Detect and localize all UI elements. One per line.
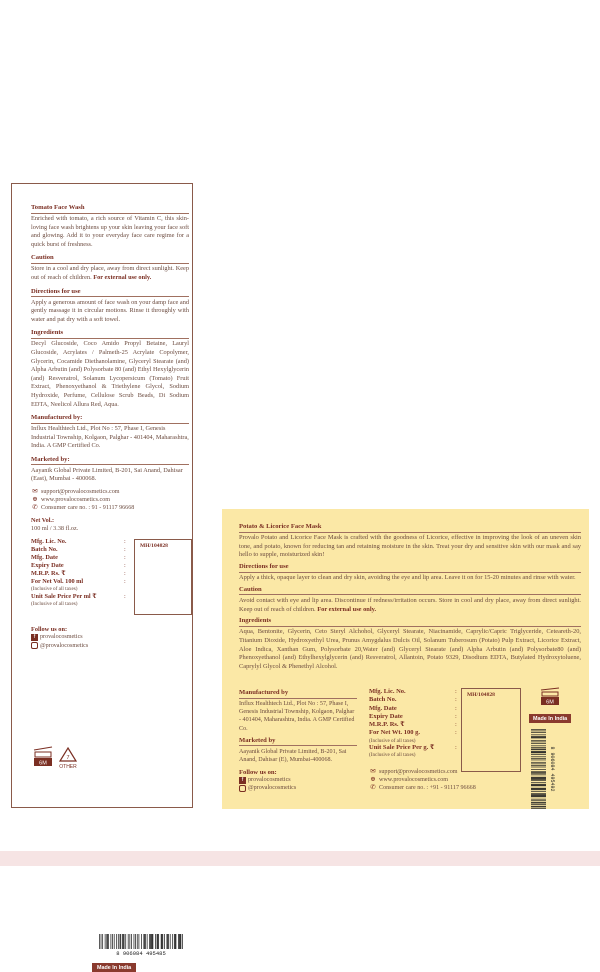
recycle-label: OTHER [59, 764, 77, 770]
instagram-row: @provalocosmetics [239, 784, 357, 792]
barcode-bar [147, 934, 148, 949]
manufacturer-block [239, 689, 357, 793]
divider [31, 296, 189, 297]
caution-text: Store in a cool and dry place, away from direct sunlight. Keep out of reach of children. For external use only. [31, 265, 189, 281]
caution-text: Avoid contact with eye and lip area. Discontinue if redness/irritation occurs. Store in cool and dry place, away from direct sunlight. Keep out of reach of children. For external use only. [239, 596, 581, 613]
barcode-bar [151, 934, 152, 949]
license-block [369, 688, 519, 774]
pao-code: 6M [39, 760, 47, 767]
contact-list [31, 488, 189, 513]
manufactured-heading: Manufactured by [239, 689, 289, 696]
made-in-india-badge: Made In India [529, 714, 571, 723]
barcode-bar [108, 934, 109, 949]
net-volume: Net Vol.: 100 ml / 3.38 fl.oz. [31, 516, 79, 533]
barcode-bar [111, 934, 112, 949]
barcode-bar [114, 934, 115, 949]
barcode-bar [531, 788, 546, 789]
marketer-address: Aayanik Global Private Limited, B-201, Sai Anand, Dahisar (E), Mumbai-400068. [239, 748, 347, 764]
divider [239, 532, 581, 533]
barcode-bar [531, 789, 546, 790]
barcode-bar [531, 774, 546, 775]
license-field-label: Expiry Date [369, 712, 403, 720]
facebook-row: f provalocosmetics [31, 633, 189, 641]
barcode-bar [531, 731, 546, 732]
barcode-bar [531, 745, 546, 746]
barcode-bar [157, 934, 158, 949]
license-field-label: Batch No. [31, 546, 58, 554]
license-field-row: Mfg. Date : [31, 554, 126, 562]
divider [239, 626, 581, 627]
license-field-row: Expiry Date : [31, 562, 126, 570]
barcode-bar [179, 934, 180, 949]
marketer-address: Aayanik Global Private Limited, B-201, Sai Anand, Dahisar (East), Mumbai - 400068. [31, 466, 183, 483]
barcode-bar [170, 934, 171, 949]
barcode-bar [178, 934, 179, 949]
license-field-label: Expiry Date [31, 562, 64, 570]
tomato-face-wash-label [11, 183, 193, 971]
barcode-bar [531, 778, 546, 779]
directions-text: Apply a generous amount of face wash on your damp face and gently massage it in circular motions. Rinse it throughly with water and pat dry with a soft towel. [31, 298, 189, 323]
barcode-bar [161, 934, 162, 949]
barcode-bar [129, 934, 130, 949]
barcode-bar [531, 784, 546, 785]
barcode-bar [531, 754, 546, 755]
license-field-row: Mfg. Lic. No. : [31, 538, 126, 546]
follow-heading: Follow us on: [239, 769, 277, 777]
barcode-bar [182, 934, 183, 949]
barcode-bar [145, 934, 146, 949]
left-label-content [31, 204, 189, 650]
barcode-bar [164, 934, 165, 949]
barcode-bar [105, 934, 106, 949]
license-number: MH/104828 [140, 543, 168, 550]
facebook-row: f provalocosmetics [239, 776, 357, 784]
barcode-bar [531, 806, 546, 807]
barcode-bar [144, 934, 145, 949]
barcode-digits: 8 906084 495492 [549, 746, 555, 792]
globe-icon: ⊕ [32, 496, 38, 504]
barcode-bar [531, 740, 546, 741]
product-description: Enriched with tomato, a rich source of Vitamin C, this skin-loving face wash brightens up your skin leaving your face soft and glowing. Add it to your everyday face care regime for a quick burst of freshness. [31, 215, 189, 248]
barcode-bar [531, 780, 546, 781]
barcode-bar [531, 799, 546, 800]
barcode-bar [531, 791, 546, 792]
divider [239, 572, 581, 573]
barcode-bar [157, 934, 158, 949]
barcode-bar [150, 934, 151, 949]
license-field-row: Unit Sale Price Per g. ₹ : [369, 744, 457, 752]
barcode-bar [116, 934, 117, 949]
barcode-bar [134, 934, 135, 949]
product-title: Tomato Face Wash [31, 204, 85, 211]
barcode-bar [175, 934, 176, 949]
facebook-icon: f [31, 634, 38, 641]
barcode-bar [149, 934, 150, 949]
barcode-bar [102, 934, 103, 949]
license-box [134, 539, 192, 615]
barcode-bar [531, 737, 546, 738]
license-field-label: Mfg. Date [369, 704, 397, 712]
barcode-bar [101, 934, 102, 949]
license-field-label: Unit Sale Price Per g. ₹ [369, 744, 435, 752]
barcode-bar [531, 793, 546, 794]
email-icon: ✉ [32, 488, 38, 496]
phone-icon: ✆ [32, 504, 38, 512]
barcode-bar [107, 934, 108, 949]
pao-jar-icon [34, 747, 52, 767]
barcode-bar [174, 934, 175, 949]
barcode-bar [118, 934, 119, 949]
barcode-bar [531, 756, 546, 757]
barcode-bar [531, 742, 546, 743]
barcode-bar [125, 934, 126, 949]
contact-list [369, 768, 519, 793]
right-label-content [239, 523, 581, 672]
barcode-bar [531, 794, 546, 795]
barcode-bar [152, 934, 153, 949]
manufacturer-address: Influx Healthtech Ltd., Plot No : 57, Phase I, Genesis Industrial Township, Kolgaon, Palghar - 401404, Maharashtra, India. A GMP Certified Co. [239, 701, 355, 732]
barcode-bar [172, 934, 173, 949]
potato-licorice-mask-label [222, 509, 589, 809]
barcode-bar [143, 934, 144, 949]
license-field-row: For Net Wt. 100 g. : [369, 729, 457, 737]
barcode-bar [99, 934, 100, 949]
barcode-digits: 8 906084 495485 [116, 950, 166, 957]
barcode-bar [531, 738, 546, 739]
barcode-bar [167, 934, 168, 949]
marketed-heading: Marketed by: [31, 455, 70, 463]
instagram-icon [239, 785, 246, 792]
barcode-bar [531, 796, 546, 797]
license-field-label: Batch No. [369, 696, 397, 704]
directions-heading: Directions for use [239, 563, 289, 571]
barcode-bar [531, 785, 546, 786]
barcode-bar [531, 808, 546, 809]
license-field-row: Mfg. Lic. No. : [369, 688, 457, 695]
barcode-bar [112, 934, 113, 949]
barcode-bar [531, 736, 546, 737]
barcode-bar [124, 934, 125, 949]
email-row: ✉ support@provalocosmetics.com [32, 488, 120, 496]
website-row: ⊕ www.provalocosmetics.com [370, 776, 448, 784]
license-field-row: For Net Vol. 100 ml : [31, 578, 126, 586]
barcode-bar [158, 934, 159, 949]
barcode-bar [531, 767, 546, 768]
license-field-row: Mfg. Date : [369, 704, 457, 712]
bottom-strip [0, 851, 600, 866]
tax-note: (Inclusive of all taxes) [31, 600, 78, 607]
barcode-bar [531, 729, 546, 730]
barcode-bar [180, 934, 181, 949]
license-field-label: Mfg. Date [31, 554, 58, 562]
barcode-bar [531, 749, 546, 750]
barcode-bar [131, 934, 132, 949]
ingredients-text: Decyl Glucoside, Coco Amido Propyl Betaine, Lauryl Glucoside, Acrylates / Palmeth-25 Acrylate Copolymer, Glycerin, Cocamide Diethanolamine, Glyceryl Stearate (and) Alpha Arbutin (and) Polysorbate 80 (and) Ethyl Hexylglycerin (and) Resveratrol, Solanum Lycopersicum (Tomato) Fruit Extract, Phenoxyethanol & Triethylene Glycol, Sodium Hydroxide, Perfume, Cellulose Scrub Beads, Di Sodium EDTA, Neelicol Allura Red, Aqua. [31, 340, 189, 408]
license-field-row: Expiry Date : [369, 712, 457, 720]
ingredients-heading: Ingredients [239, 617, 272, 625]
pao-jar-icon [539, 687, 561, 709]
divider [239, 698, 357, 699]
email-icon: ✉ [370, 768, 376, 775]
barcode-bar [531, 804, 546, 805]
barcode-bar [162, 934, 163, 949]
tax-note: (Inclusive of all taxes) [369, 752, 416, 759]
svg-text:7: 7 [66, 755, 70, 761]
barcode-bar [123, 934, 124, 949]
barcode-bar [153, 934, 154, 949]
barcode-bar [531, 803, 546, 804]
license-field-label: For Net Vol. 100 ml [31, 578, 84, 586]
barcode-bar [531, 795, 546, 796]
barcode-bar [531, 773, 546, 774]
barcode [531, 727, 553, 812]
license-field-label: Mfg. Lic. No. [369, 688, 406, 695]
barcode-bar [531, 778, 546, 779]
barcode-bar [531, 751, 546, 752]
email-row: ✉ support@provalocosmetics.com [370, 768, 458, 775]
barcode-bar [531, 749, 546, 750]
product-description: Provalo Potato and Licorice Face Mask is crafted with the goodness of Licorice, effective in improving the look of an uneven skin tone, and potato, known for reducing tan and retaining moisture in the skin. Treat your dry and sensitive skin with our mask and say hello to supple, moisturized skin! [239, 534, 581, 559]
barcode-bar [531, 743, 546, 744]
barcode-bar [531, 753, 546, 754]
product-title: Potato & Licorice Face Mask [239, 523, 322, 530]
divider [31, 423, 189, 424]
barcode-bar [141, 934, 142, 949]
barcode-bar [531, 758, 546, 759]
instagram-row: @provalocosmetics [31, 642, 189, 650]
barcode-bar [531, 777, 546, 778]
license-fields [369, 688, 465, 759]
manufacturer-address: Influx Healthtech Ltd., Plot No : 57, Phase I, Genesis Industrial Township, Kolgaon, Palghar - 401404, Maharashtra, India. A GMP Certified Co. [31, 425, 189, 450]
license-field-label: M.R.P. Rs. ₹ [31, 570, 66, 578]
barcode-bar [162, 934, 163, 949]
barcode-bar [139, 934, 140, 949]
barcode-bar [167, 934, 168, 949]
barcode-bar [531, 779, 546, 780]
divider [239, 594, 581, 595]
barcode-bar [531, 807, 546, 808]
license-box [461, 688, 521, 772]
barcode-bar [531, 800, 546, 801]
pao-code: 6M [546, 699, 554, 706]
barcode-bar [168, 934, 169, 949]
caution-heading: Caution [31, 254, 54, 262]
barcode-bar [155, 934, 156, 949]
tax-note: (Inclusive of all taxes) [31, 586, 78, 593]
barcode-bar [135, 934, 136, 949]
barcode-bar [531, 734, 546, 735]
instagram-icon [31, 642, 38, 649]
divider [31, 213, 189, 214]
barcode-bar [120, 934, 121, 949]
barcode-bar [122, 934, 123, 949]
barcode-bar [176, 934, 177, 949]
license-field-label: M.R.P. Rs. ₹ [369, 721, 405, 729]
barcode-bar [531, 785, 546, 786]
recycle-symbols [32, 744, 92, 774]
license-field-label: For Net Wt. 100 g. [369, 729, 421, 737]
directions-text: Apply a thick, opaque layer to clean and dry skin, avoiding the eye and lip area. Leave it on for 15-20 minutes and rinse with water. [239, 574, 576, 582]
barcode-bar [531, 789, 546, 790]
barcode-bar [531, 762, 546, 763]
barcode-bar [120, 934, 121, 949]
barcode-bar [531, 732, 546, 733]
website-row: ⊕ www.provalocosmetics.com [32, 496, 110, 504]
license-field-row: Unit Sale Price Per ml ₹ : [31, 592, 126, 600]
divider [31, 338, 189, 339]
phone-row: ✆ Consumer care no. : 91 - 91117 96668 [32, 504, 135, 512]
license-field-label: Unit Sale Price Per ml ₹ [31, 592, 97, 600]
license-field-row: Batch No. : [31, 546, 126, 554]
directions-heading: Directions for use [31, 287, 81, 295]
divider [31, 464, 189, 465]
barcode-bar [181, 934, 182, 949]
license-block [31, 538, 189, 620]
barcode-bar [531, 769, 546, 770]
barcode-bar [531, 765, 546, 766]
license-field-row: M.R.P. Rs. ₹ : [369, 721, 457, 729]
license-field-label: Mfg. Lic. No. [31, 538, 67, 546]
barcode-bar [531, 752, 546, 753]
barcode-bar [531, 772, 546, 773]
ingredients-heading: Ingredients [31, 329, 64, 337]
follow-heading: Follow us on: [31, 626, 68, 634]
divider [239, 745, 357, 746]
barcode [97, 934, 185, 956]
barcode-bar [531, 760, 546, 761]
facebook-icon: f [239, 777, 246, 784]
phone-row: ✆ Consumer care no. : +91 - 91117 96668 [370, 784, 476, 792]
manufactured-heading: Manufactured by: [31, 414, 83, 422]
barcode-bar [531, 782, 546, 783]
tax-note: (Inclusive of all taxes) [369, 737, 416, 744]
ingredients-text: Aqua, Bentonite, Glycerin, Ceto Steryl Alchohol, Glyceryl Stearate, Niacinamide, Caprylic/Capric Triglyceride, Ceteareth-20, Titanium Dioxide, Hydroxyethyl Urea, Prunus Amygdalus Dulcis Oil, Solanum Tuberosum (Potato) Pulp Extract, Licorice Extract, Aloe Indica, Xanthan Gum, Polysorbate 20,Water (and) Glyceryl Stearate (and) Alpha Arbutin (and) Polysorbate80 (and) Phenoxyethanol (and) Ethylhexylglycerin (and) Resveratrol, Allantoin, Potato 9329, Disodium EDTA, Butylated Hydroxytoluene, Caprylyl Glycol & Phenethyl Alcohol. [239, 628, 581, 671]
barcode-bar [106, 934, 107, 949]
globe-icon: ⊕ [370, 776, 376, 784]
caution-heading: Caution [239, 585, 262, 593]
license-number: MH/104828 [467, 692, 495, 698]
license-fields [31, 538, 127, 607]
barcode-bar [531, 796, 546, 797]
barcode-bar [531, 802, 546, 803]
phone-icon: ✆ [370, 784, 376, 792]
made-in-india-badge: Made In India [92, 963, 136, 972]
barcode-bar [128, 934, 129, 949]
barcode-bar [531, 764, 546, 765]
license-field-row: Batch No. : [369, 696, 457, 704]
divider [31, 263, 189, 264]
license-field-row: M.R.P. Rs. ₹ : [31, 570, 126, 578]
marketed-heading: Marketed by [239, 736, 276, 744]
recycle-triangle-icon [59, 748, 77, 770]
barcode-bar [531, 771, 546, 772]
barcode-bar [531, 747, 546, 748]
barcode-bar [137, 934, 138, 949]
